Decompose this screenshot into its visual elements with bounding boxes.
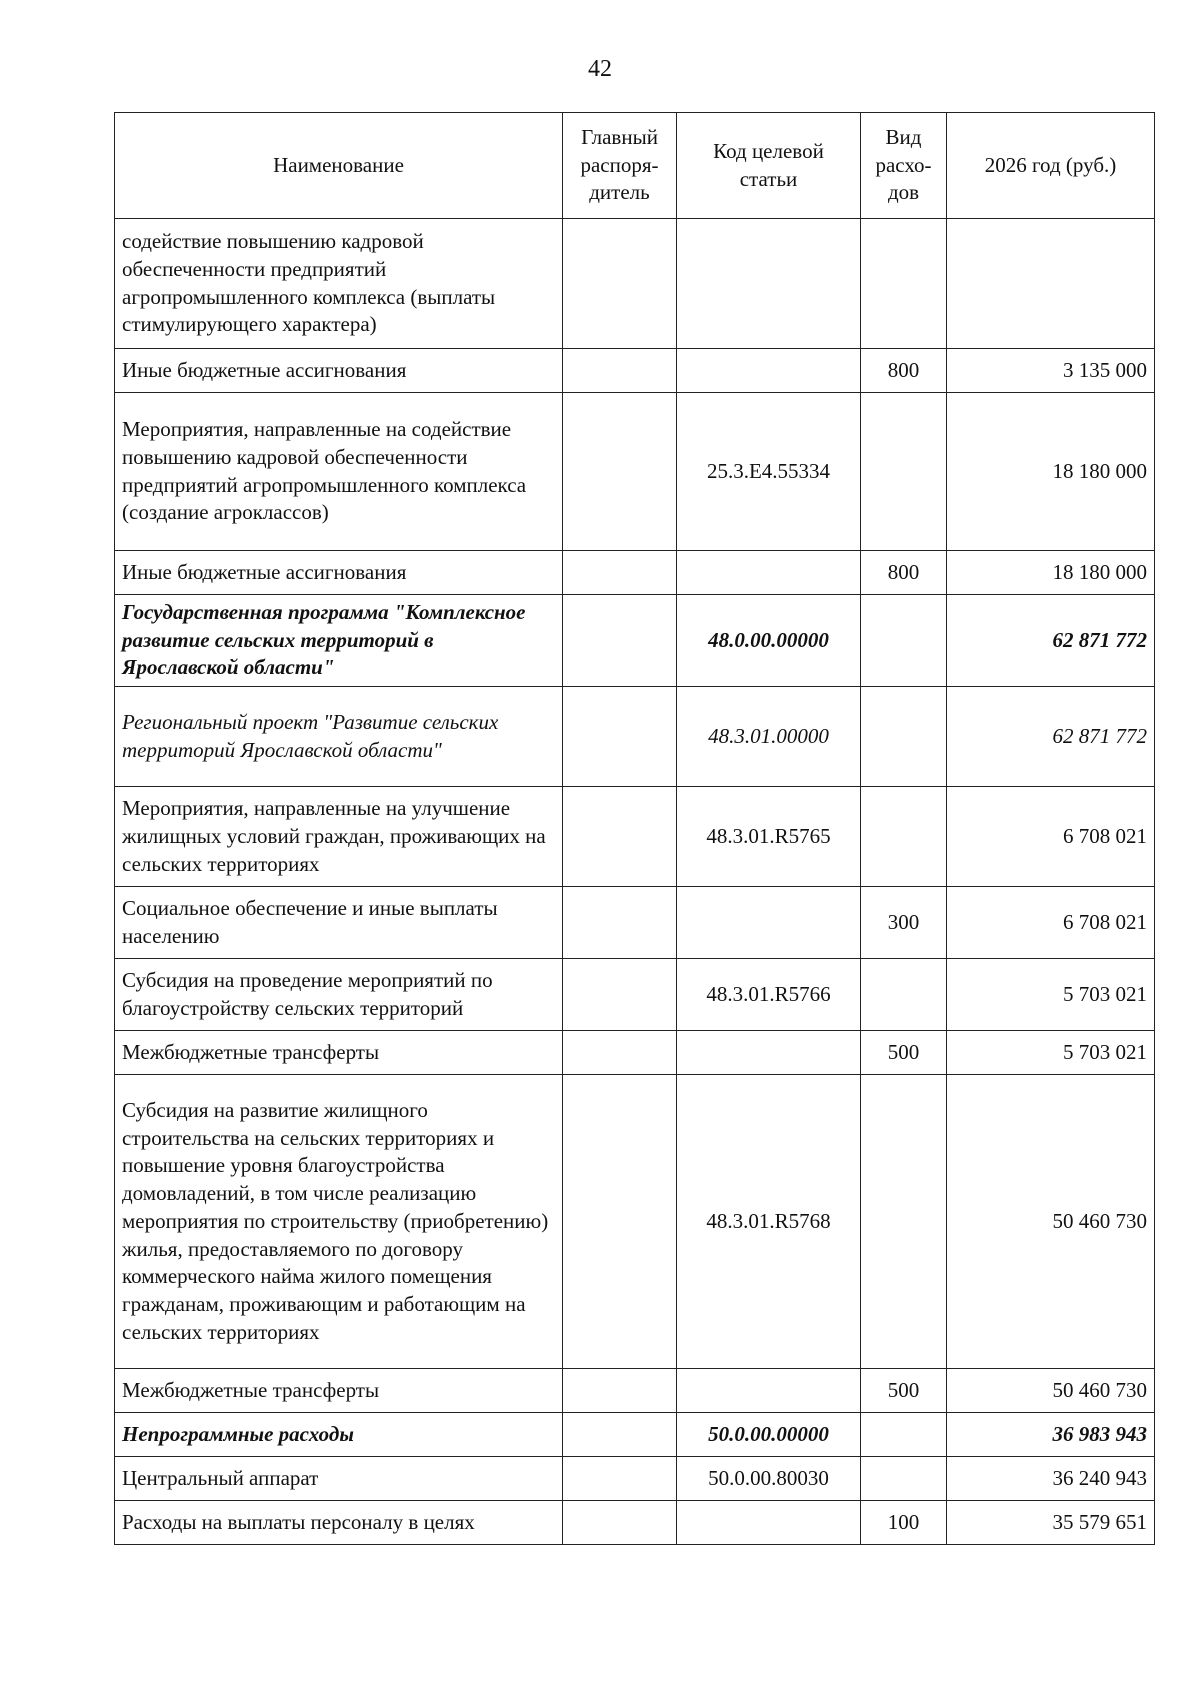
row-manager-cell (563, 959, 677, 1031)
row-amount-cell: 3 135 000 (947, 349, 1155, 393)
table-row (115, 1075, 1155, 1369)
budget-table (114, 112, 1155, 1545)
header-year: 2026 год (руб.) (947, 113, 1155, 219)
row-name-cell: Мероприятия, направленные на улучшение жилищных условий граждан, проживающих на сельских территориях (115, 787, 563, 887)
table-row (115, 1369, 1155, 1413)
row-manager-cell (563, 887, 677, 959)
row-expense-type-cell: 100 (861, 1501, 947, 1545)
table-row (115, 687, 1155, 787)
row-code-cell (677, 219, 861, 349)
row-code-cell (677, 349, 861, 393)
row-amount-cell: 5 703 021 (947, 1031, 1155, 1075)
row-manager-cell (563, 219, 677, 349)
row-name-cell: Субсидия на развитие жилищного строительства на сельских территориях и повышение уровня благоустройства домовладений, в том числе реализацию мероприятия по строительству (приобретению) жилья, предоставляемого по договору коммерческого найма жилого помещения гражданам, проживающим и работающим на сельских территориях (115, 1075, 563, 1369)
row-amount-cell (947, 219, 1155, 349)
table-row (115, 349, 1155, 393)
row-amount-cell: 18 180 000 (947, 393, 1155, 551)
row-expense-type-cell (861, 1457, 947, 1501)
row-manager-cell (563, 1501, 677, 1545)
row-expense-type-cell (861, 787, 947, 887)
row-name-cell: содействие повышению кадровой обеспеченности предприятий агропромышленного комплекса (выплаты стимулирующего характера) (115, 219, 563, 349)
row-code-cell: 50.0.00.00000 (677, 1413, 861, 1457)
row-expense-type-cell (861, 959, 947, 1031)
row-code-cell (677, 551, 861, 595)
row-code-cell (677, 887, 861, 959)
table-row (115, 787, 1155, 887)
row-expense-type-cell (861, 1075, 947, 1369)
row-expense-type-cell: 800 (861, 349, 947, 393)
table-row (115, 393, 1155, 551)
table-row (115, 1413, 1155, 1457)
table-row (115, 887, 1155, 959)
row-manager-cell (563, 393, 677, 551)
table-row (115, 595, 1155, 687)
row-amount-cell: 35 579 651 (947, 1501, 1155, 1545)
row-expense-type-cell (861, 393, 947, 551)
row-amount-cell: 18 180 000 (947, 551, 1155, 595)
row-amount-cell: 5 703 021 (947, 959, 1155, 1031)
header-expense-type: Вид расхо-дов (861, 113, 947, 219)
table-row (115, 1031, 1155, 1075)
row-code-cell (677, 1501, 861, 1545)
row-expense-type-cell (861, 595, 947, 687)
row-expense-type-cell: 800 (861, 551, 947, 595)
row-code-cell (677, 1031, 861, 1075)
row-manager-cell (563, 595, 677, 687)
row-manager-cell (563, 1369, 677, 1413)
row-expense-type-cell: 500 (861, 1031, 947, 1075)
row-name-cell: Региональный проект "Развитие сельских территорий Ярославской области" (115, 687, 563, 787)
table-row (115, 959, 1155, 1031)
row-manager-cell (563, 1075, 677, 1369)
table-row (115, 551, 1155, 595)
row-code-cell: 48.0.00.00000 (677, 595, 861, 687)
row-name-cell: Межбюджетные трансферты (115, 1369, 563, 1413)
row-name-cell: Непрограммные расходы (115, 1413, 563, 1457)
row-amount-cell: 50 460 730 (947, 1369, 1155, 1413)
row-code-cell: 48.3.01.00000 (677, 687, 861, 787)
row-manager-cell (563, 1413, 677, 1457)
row-name-cell: Социальное обеспечение и иные выплаты населению (115, 887, 563, 959)
row-name-cell: Государственная программа "Комплексное развитие сельских территорий в Ярославской области" (115, 595, 563, 687)
table-header-row (115, 113, 1155, 219)
row-code-cell (677, 1369, 861, 1413)
row-expense-type-cell: 300 (861, 887, 947, 959)
row-amount-cell: 6 708 021 (947, 787, 1155, 887)
table-row (115, 219, 1155, 349)
row-name-cell: Иные бюджетные ассигнования (115, 349, 563, 393)
row-code-cell: 48.3.01.R5765 (677, 787, 861, 887)
row-name-cell: Иные бюджетные ассигнования (115, 551, 563, 595)
row-code-cell: 50.0.00.80030 (677, 1457, 861, 1501)
row-amount-cell: 62 871 772 (947, 687, 1155, 787)
row-amount-cell: 36 983 943 (947, 1413, 1155, 1457)
row-name-cell: Межбюджетные трансферты (115, 1031, 563, 1075)
page-number: 42 (588, 56, 612, 82)
header-manager: Главный распоря-дитель (563, 113, 677, 219)
table-row (115, 1457, 1155, 1501)
row-manager-cell (563, 349, 677, 393)
row-name-cell: Центральный аппарат (115, 1457, 563, 1501)
row-amount-cell: 6 708 021 (947, 887, 1155, 959)
header-target-code: Код целевой статьи (677, 113, 861, 219)
row-name-cell: Субсидия на проведение мероприятий по благоустройству сельских территорий (115, 959, 563, 1031)
row-manager-cell (563, 1031, 677, 1075)
row-code-cell: 48.3.01.R5766 (677, 959, 861, 1031)
row-expense-type-cell: 500 (861, 1369, 947, 1413)
row-expense-type-cell (861, 219, 947, 349)
row-expense-type-cell (861, 1413, 947, 1457)
header-name: Наименование (115, 113, 563, 219)
row-amount-cell: 62 871 772 (947, 595, 1155, 687)
table-body (115, 219, 1155, 1545)
table-row (115, 1501, 1155, 1545)
row-manager-cell (563, 551, 677, 595)
row-manager-cell (563, 787, 677, 887)
row-manager-cell (563, 1457, 677, 1501)
row-code-cell: 25.3.Е4.55334 (677, 393, 861, 551)
row-name-cell: Расходы на выплаты персоналу в целях (115, 1501, 563, 1545)
row-name-cell: Мероприятия, направленные на содействие повышению кадровой обеспеченности предприятий агропромышленного комплекса (создание агроклассов) (115, 393, 563, 551)
row-amount-cell: 50 460 730 (947, 1075, 1155, 1369)
row-amount-cell: 36 240 943 (947, 1457, 1155, 1501)
row-code-cell: 48.3.01.R5768 (677, 1075, 861, 1369)
row-manager-cell (563, 687, 677, 787)
row-expense-type-cell (861, 687, 947, 787)
